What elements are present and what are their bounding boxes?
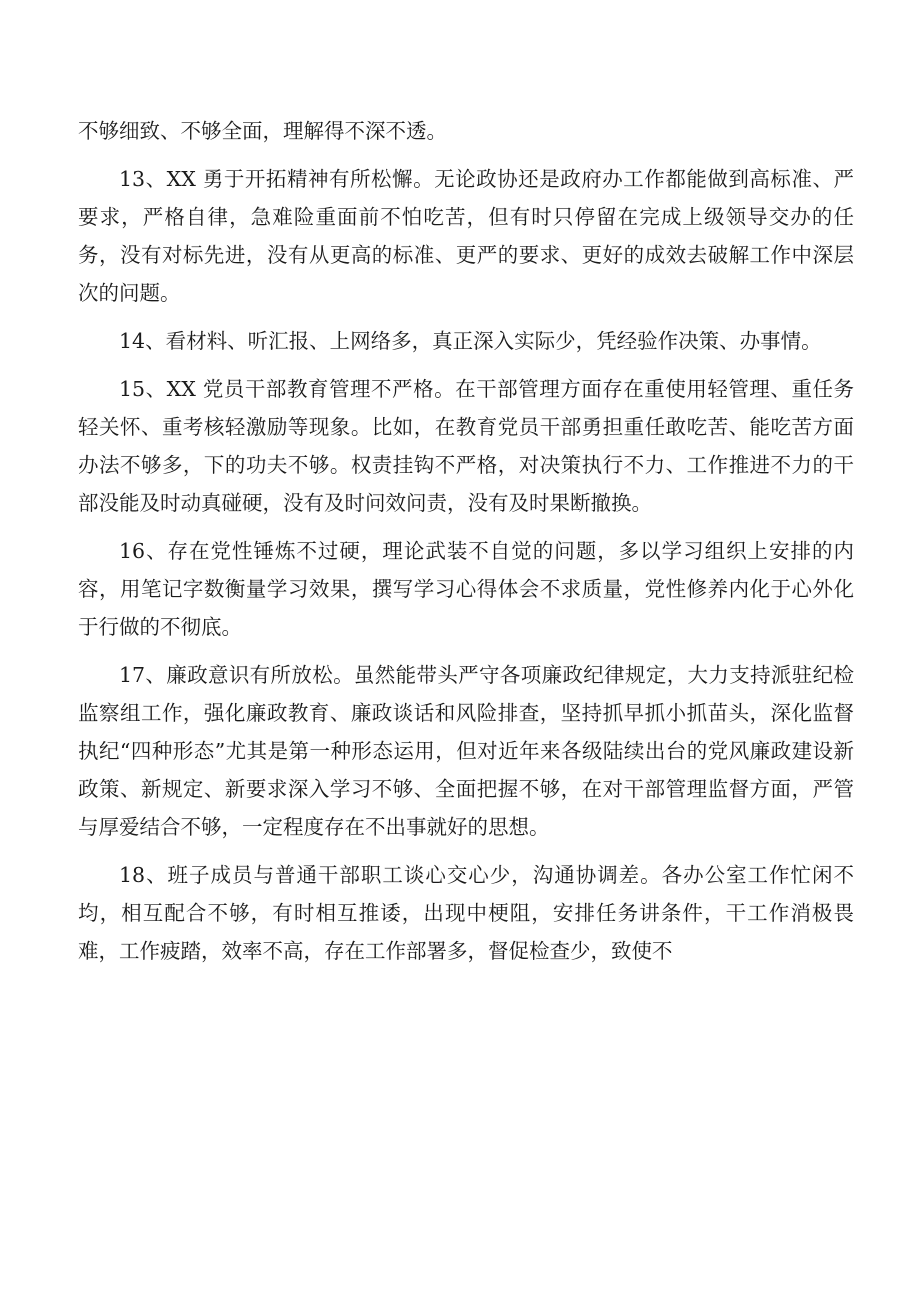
paragraph-item-17: 17、廉政意识有所放松。虽然能带头严守各项廉政纪律规定，大力支持派驻纪检监察组工作，强化廉政教育、廉政谈话和风险排查，坚持抓早抓小抓苗头，深化监督执纪“四种形态”尤其是第一种形态运用，但对近年来各级陆续出台的党风廉政建设新政策、新规定、新要求深入学习不够、全面把握不够，在对干部管理监督方面，严管与厚爱结合不够，一定程度存在不出事就好的思想。: [78, 663, 854, 839]
paragraph-continuation: 不够细致、不够全面，理解得不深不透。: [78, 119, 447, 143]
paragraph-item-15: 15、XX 党员干部教育管理不严格。在干部管理方面存在重使用轻管理、重任务轻关怀、重考核轻激励等现象。比如，在教育党员干部勇担重任敢吃苦、能吃苦方面办法不够多，下的功夫不够。权责挂钩不严格，对决策执行不力、工作推进不力的干部没能及时动真碰硬，没有及时问效问责，没有及时果断撤换。: [78, 377, 854, 515]
paragraph-item-18: 18、班子成员与普通干部职工谈心交心少，沟通协调差。各办公室工作忙闲不均，相互配合不够，有时相互推诿，出现中梗阻，安排任务讲条件，干工作消极畏难，工作疲踏，效率不高，存在工作部署多，督促检查少，致使不: [78, 863, 854, 963]
paragraph-item-13: 13、XX 勇于开拓精神有所松懈。无论政协还是政府办工作都能做到高标准、严要求，严格自律，急难险重面前不怕吃苦，但有时只停留在完成上级领导交办的任务，没有对标先进，没有从更高的标准、更严的要求、更好的成效去破解工作中深层次的问题。: [78, 167, 854, 305]
document-body: [78, 112, 854, 970]
paragraph-item-14: 14、看材料、听汇报、上网络多，真正深入实际少，凭经验作决策、办事情。: [119, 329, 822, 353]
paragraph-item-16: 16、存在党性锤炼不过硬，理论武装不自觉的问题，多以学习组织上安排的内容，用笔记字数衡量学习效果，撰写学习心得体会不求质量，党性修养内化于心外化于行做的不彻底。: [78, 539, 854, 639]
